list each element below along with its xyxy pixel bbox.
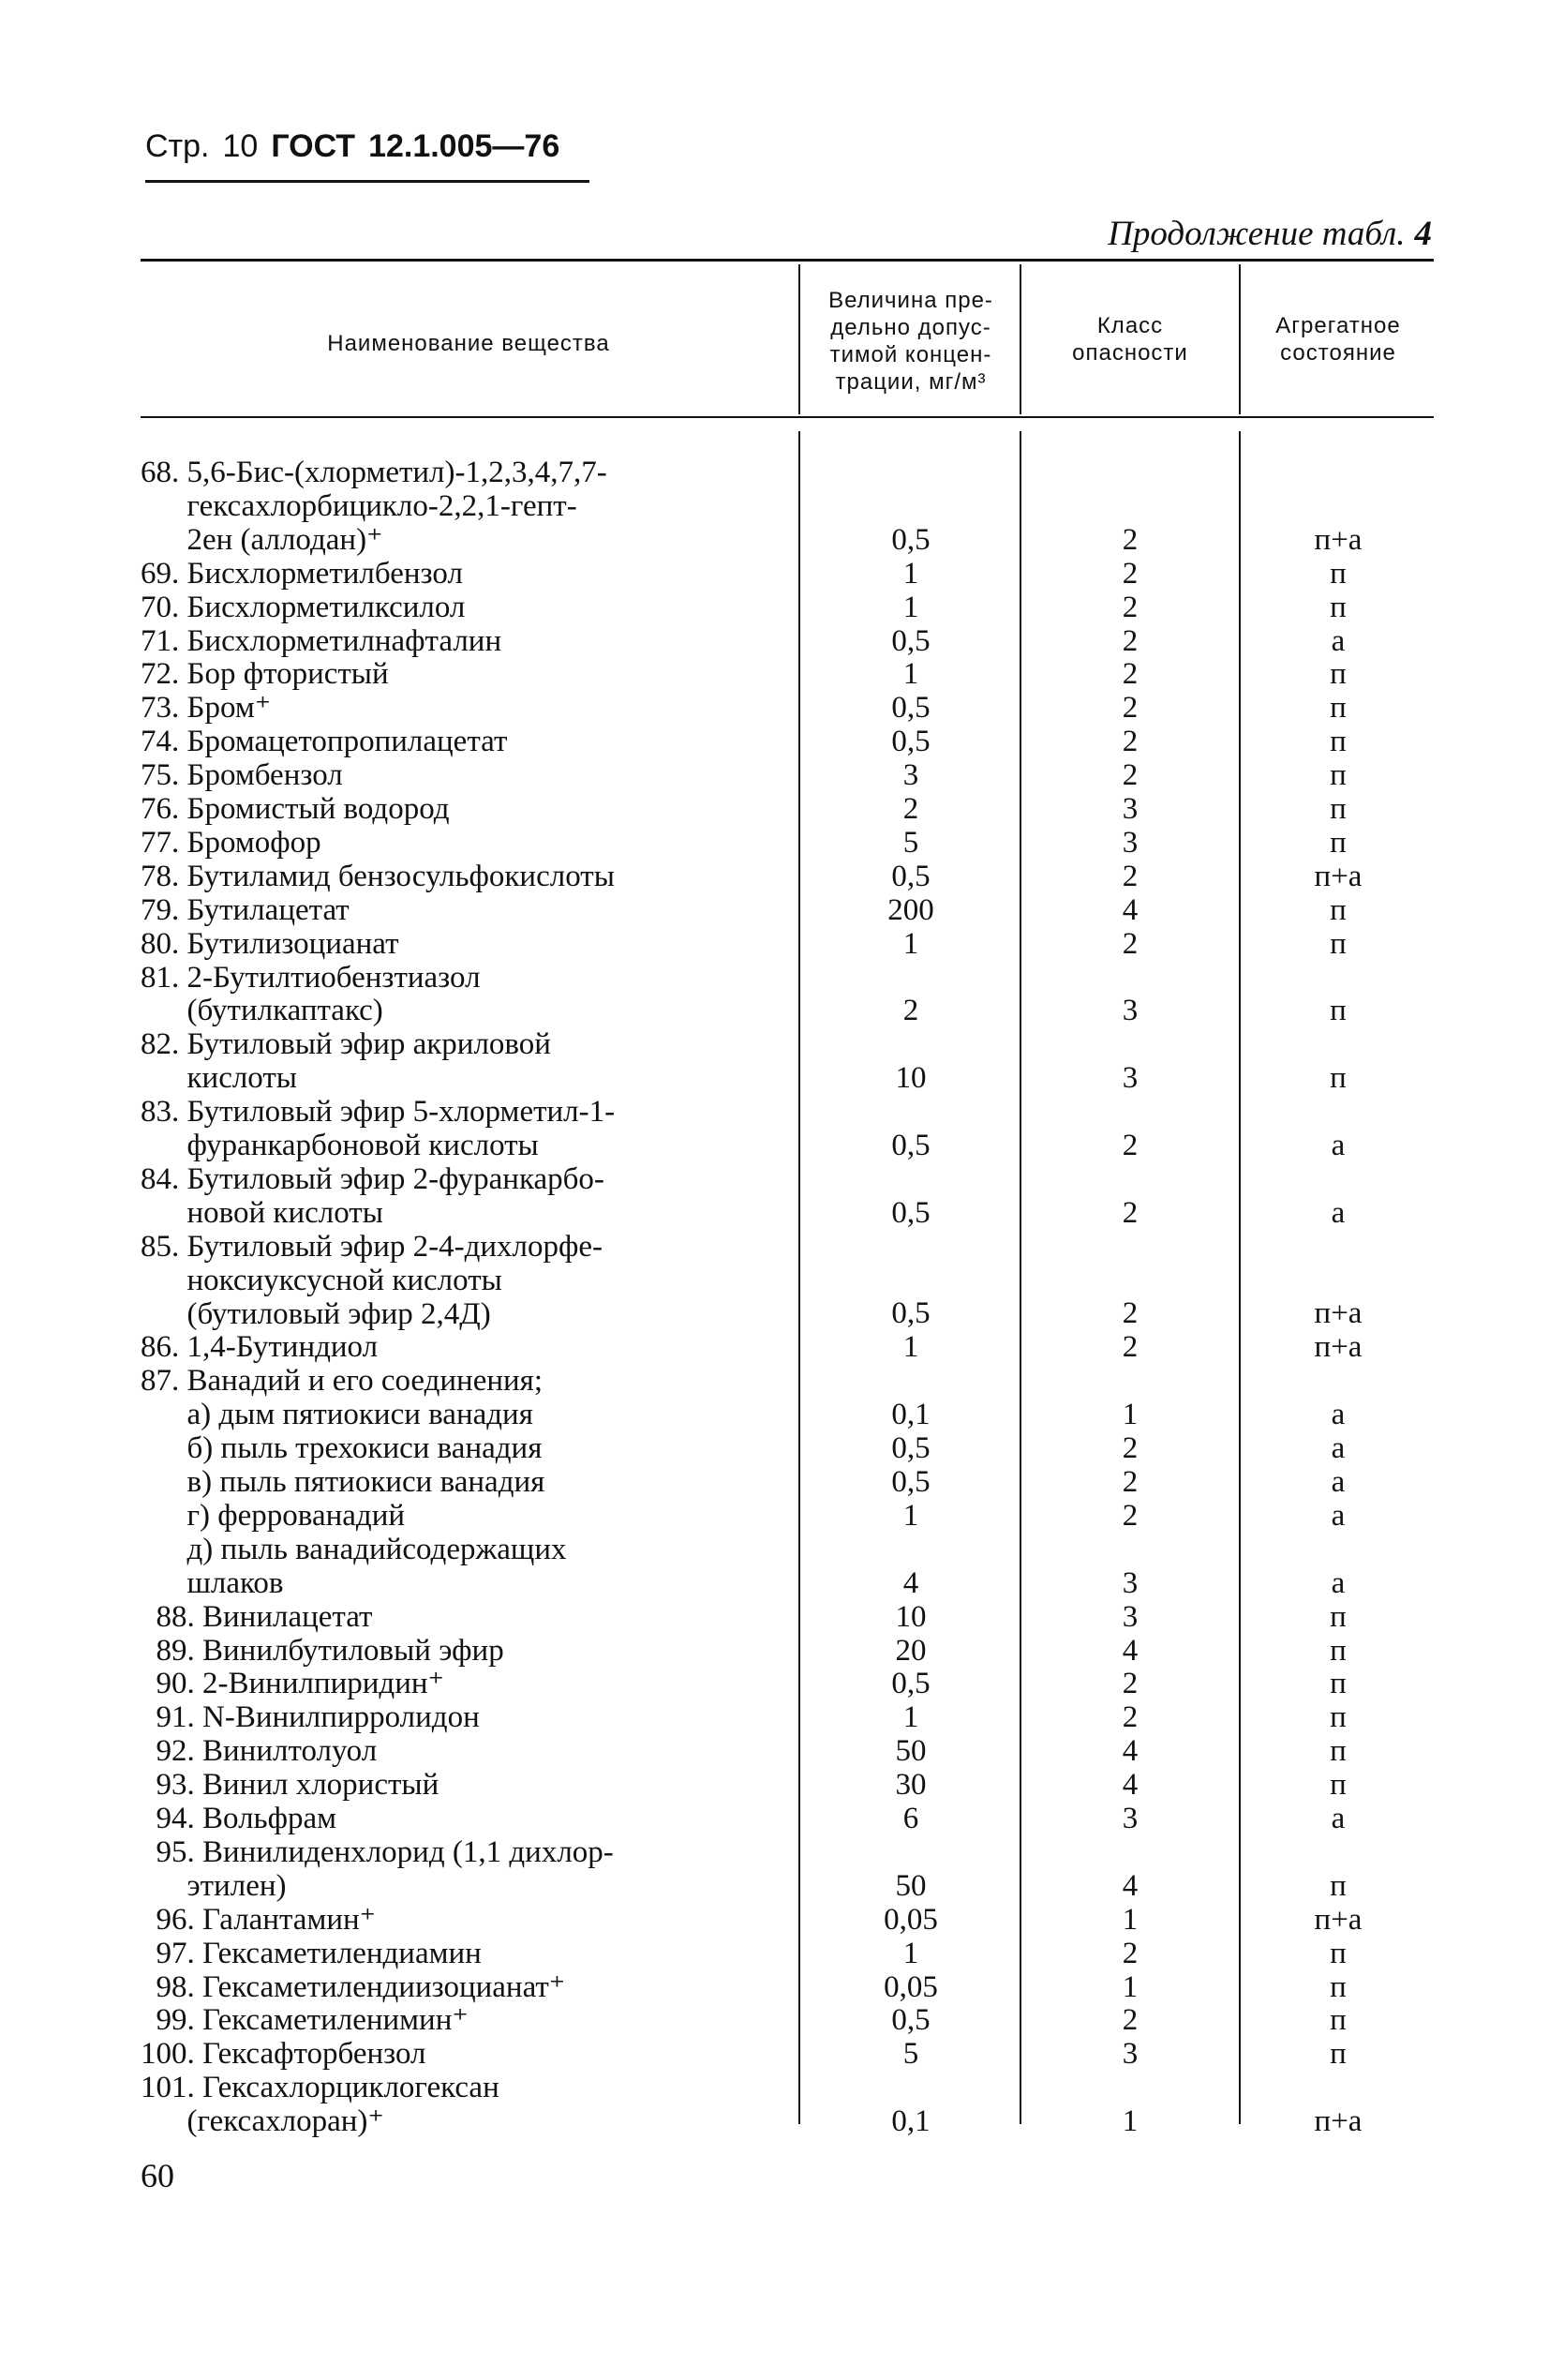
substance-name (141, 928, 797, 962)
substance-name (141, 1500, 797, 1534)
aggregate-state: п (1330, 1700, 1347, 1735)
mpc-value: 1 (902, 1700, 919, 1735)
mpc-value: 1 (902, 1330, 919, 1365)
table-row (0, 1938, 1549, 1971)
substance-name (141, 1735, 797, 1769)
substance-name (141, 625, 797, 659)
mpc-value: 2 (902, 792, 919, 826)
mpc-value: 1 (902, 1498, 919, 1533)
mpc-value: 0,05 (884, 1902, 938, 1937)
hazard-class: 2 (1122, 623, 1139, 658)
mpc-value: 0,1 (891, 1398, 931, 1432)
substance-name-line: (бутиловый эфир 2,4Д) (141, 1296, 491, 1331)
aggregate-state: а (1331, 1398, 1346, 1432)
table-row (0, 625, 1549, 659)
substance-name-line: 83. Бутиловый эфир 5-хлорметил-1- (141, 1095, 616, 1130)
aggregate-state: п (1330, 892, 1347, 927)
mpc-value: 1 (902, 590, 919, 624)
substance-name (141, 1096, 797, 1163)
column-header-line: Величина пре- (828, 288, 993, 313)
aggregate-state: а (1331, 1802, 1346, 1835)
mpc-value: 4 (902, 1565, 919, 1600)
hazard-class: 2 (1122, 556, 1139, 591)
mpc-value: 6 (902, 1802, 919, 1835)
aggregate-state: а (1331, 1498, 1346, 1533)
table-row (0, 1971, 1549, 2005)
hazard-class: 1 (1122, 2104, 1139, 2139)
substance-name (141, 1365, 797, 1399)
table-row (0, 1601, 1549, 1635)
table-row (0, 2038, 1549, 2072)
mpc-value: 5 (902, 825, 919, 860)
substance-name-line: фуранкарбоновой кислоты (141, 1129, 539, 1162)
table-row (0, 1701, 1549, 1735)
hazard-class: 3 (1122, 1061, 1139, 1096)
table-row (0, 1769, 1549, 1803)
table-row (0, 1028, 1549, 1096)
substance-name-line: 69. Бисхлорметилбензол (141, 556, 463, 591)
aggregate-state: п+а (1314, 1296, 1363, 1331)
hazard-class: 2 (1122, 725, 1139, 759)
aggregate-state: а (1331, 623, 1346, 658)
hazard-class: 4 (1122, 892, 1139, 927)
substance-name (141, 457, 797, 558)
substance-name-line: 90. 2-Винилпиридин⁺ (141, 1667, 444, 1701)
aggregate-state: п (1330, 556, 1347, 591)
table-number: 4 (1414, 215, 1432, 253)
substance-name-line: новой кислоты (141, 1195, 383, 1230)
aggregate-state: а (1331, 1465, 1346, 1499)
aggregate-state: п (1330, 2003, 1347, 2038)
column-header-line: дельно допус- (830, 315, 991, 340)
substance-name-line: 88. Винилацетат (141, 1599, 373, 1634)
hazard-class: 4 (1122, 1633, 1139, 1668)
substance-name-line: 75. Бромбензол (141, 758, 343, 793)
substance-name-line: (гексахлоран)⁺ (141, 2104, 384, 2139)
substance-name (141, 1701, 797, 1735)
table-row (0, 2004, 1549, 2038)
column-header-line: Класс (1096, 313, 1164, 338)
substance-name-line: а) дым пятиокиси ванадия (141, 1398, 533, 1432)
aggregate-state: п (1330, 1936, 1347, 1970)
substance-name (141, 793, 797, 827)
mpc-value: 5 (902, 2037, 919, 2072)
aggregate-state: п (1330, 1734, 1347, 1769)
aggregate-state: а (1331, 1195, 1346, 1230)
substance-name (141, 894, 797, 928)
mpc-value: 0,5 (891, 522, 931, 557)
substance-name-line: 93. Винил хлористый (141, 1768, 439, 1803)
aggregate-state: п (1330, 994, 1347, 1028)
table-row (0, 1399, 1549, 1432)
mpc-value: 3 (902, 758, 919, 793)
hazard-class: 2 (1122, 1330, 1139, 1365)
aggregate-state: п (1330, 825, 1347, 860)
table-row (0, 827, 1549, 861)
aggregate-state: п (1330, 1768, 1347, 1803)
hazard-class: 2 (1122, 1431, 1139, 1466)
substance-name-line: шлаков (141, 1565, 284, 1600)
substance-name-line: ноксиуксусной кислоты (141, 1263, 502, 1297)
aggregate-state: а (1331, 1128, 1346, 1162)
hazard-class: 2 (1122, 1700, 1139, 1735)
substance-name (141, 1803, 797, 1836)
substance-name-line: 84. Бутиловый эфир 2-фуранкарбо- (141, 1161, 604, 1196)
table-row (0, 658, 1549, 692)
standard-code: 12.1.005—76 (368, 128, 560, 164)
substance-name-line: (бутилкаптакс) (141, 994, 383, 1028)
table-row (0, 861, 1549, 894)
substance-name (141, 2072, 797, 2139)
substance-name (141, 1601, 797, 1635)
substance-name (141, 1466, 797, 1500)
substance-name (141, 1331, 797, 1365)
table-row (0, 1735, 1549, 1769)
table-row (0, 1803, 1549, 1836)
substance-name-line: 79. Бутилацетат (141, 892, 350, 927)
table-row (0, 1635, 1549, 1669)
mpc-value: 0,5 (891, 1195, 931, 1230)
table-row (0, 1231, 1549, 1332)
substance-name (141, 1836, 797, 1904)
substance-name-line: этилен) (141, 1868, 287, 1903)
mpc-value: 20 (895, 1633, 927, 1668)
substance-name-line: кислоты (141, 1061, 297, 1096)
substance-name-line: 87. Ванадий и его соединения; (141, 1364, 544, 1399)
aggregate-state: п (1330, 792, 1347, 826)
aggregate-state: п+а (1314, 859, 1363, 893)
substance-name-line: 71. Бисхлорметилнафталин (141, 623, 502, 658)
mpc-value: 0,05 (884, 1969, 938, 2004)
aggregate-state: п+а (1314, 1330, 1363, 1365)
aggregate-state: а (1331, 1431, 1346, 1466)
column-header-name: Наименование вещества (327, 331, 610, 356)
hazard-class: 2 (1122, 1465, 1139, 1499)
substance-name-line: 86. 1,4-Бутиндиол (141, 1330, 379, 1365)
substance-name-line: 98. Гексаметилендиизоцианат⁺ (141, 1969, 566, 2004)
table-row (0, 692, 1549, 726)
hazard-class: 2 (1122, 1128, 1139, 1162)
standard-label: ГОСТ (271, 128, 356, 164)
hazard-class: 3 (1122, 994, 1139, 1028)
substance-name (141, 726, 797, 759)
table-row (0, 962, 1549, 1029)
hazard-class: 2 (1122, 1667, 1139, 1701)
mpc-value: 1 (902, 556, 919, 591)
substance-name (141, 759, 797, 793)
substance-name (141, 861, 797, 894)
table-continuation (1108, 214, 1432, 255)
aggregate-state: п (1330, 691, 1347, 726)
column-header-state (1243, 312, 1434, 367)
table-row (0, 1500, 1549, 1534)
substance-name (141, 1028, 797, 1096)
mpc-value: 1 (902, 926, 919, 961)
substance-name-line: 82. Бутиловый эфир акриловой (141, 1027, 551, 1062)
table-row (0, 1365, 1549, 1399)
substance-name-line: г) феррованадий (141, 1498, 406, 1533)
mpc-value: 0,5 (891, 1465, 931, 1499)
substance-name (141, 1432, 797, 1466)
substance-name-line: б) пыль трехокиси ванадия (141, 1431, 543, 1466)
hazard-class: 2 (1122, 1498, 1139, 1533)
aggregate-state: п (1330, 725, 1347, 759)
mpc-value: 2 (902, 994, 919, 1028)
substance-name-line: 100. Гексафторбензол (141, 2037, 426, 2072)
column-header-line: состояние (1280, 340, 1396, 366)
hazard-class: 2 (1122, 1936, 1139, 1970)
hazard-class: 2 (1122, 590, 1139, 624)
hazard-class: 2 (1122, 691, 1139, 726)
header-divider (798, 264, 800, 414)
substance-name (141, 1399, 797, 1432)
substance-name (141, 962, 797, 1029)
aggregate-state: п (1330, 1633, 1347, 1668)
substance-name (141, 1769, 797, 1803)
table-row (0, 1668, 1549, 1701)
mpc-value: 1 (902, 657, 919, 692)
continuation-text: Продолжение табл. (1108, 215, 1406, 253)
substance-name-line: 73. Бром⁺ (141, 691, 272, 726)
hazard-class: 3 (1122, 792, 1139, 826)
substance-name-line: д) пыль ванадийсодержащих (141, 1532, 567, 1566)
hazard-class: 3 (1122, 825, 1139, 860)
substance-name-line: 72. Бор фтористый (141, 657, 389, 692)
substance-name (141, 591, 797, 625)
mpc-value: 0,5 (891, 1296, 931, 1331)
aggregate-state: п (1330, 1868, 1347, 1903)
aggregate-state: п (1330, 926, 1347, 961)
substance-name-line: 101. Гексахлорциклогексан (141, 2071, 499, 2105)
substance-name (141, 2038, 797, 2072)
substance-name-line: 89. Винилбутиловый эфир (141, 1633, 504, 1668)
hazard-class: 4 (1122, 1868, 1139, 1903)
substance-name-line: 92. Винилтолуол (141, 1734, 378, 1769)
hazard-class: 3 (1122, 1565, 1139, 1600)
substance-name (141, 827, 797, 861)
substance-name-line: 85. Бутиловый эфир 2-4-дихлорфе- (141, 1229, 603, 1264)
substance-name (141, 1635, 797, 1669)
aggregate-state: п (1330, 2037, 1347, 2072)
substance-name (141, 558, 797, 591)
mpc-value: 0,5 (891, 1667, 931, 1701)
substance-name-line: 74. Бромацетопропилацетат (141, 725, 508, 759)
substance-name-line: 77. Бромофор (141, 825, 321, 860)
table-row (0, 726, 1549, 759)
table-row (0, 558, 1549, 591)
substance-name (141, 1534, 797, 1601)
column-header-line: тимой концен- (829, 342, 992, 367)
aggregate-state: п (1330, 1599, 1347, 1634)
substance-name-line: гексахлорбицикло-2,2,1-гепт- (141, 488, 577, 523)
substance-name-line: 99. Гексаметиленимин⁺ (141, 2003, 469, 2038)
substance-name-line: 80. Бутилизоцианат (141, 926, 399, 961)
aggregate-state: п+а (1314, 2104, 1363, 2139)
substance-name (141, 1904, 797, 1938)
table-row (0, 1096, 1549, 1163)
table-header-rule (141, 416, 1434, 418)
page-number: 60 (141, 2157, 174, 2194)
mpc-value: 30 (895, 1768, 927, 1803)
substance-name (141, 1163, 797, 1231)
hazard-class: 2 (1122, 758, 1139, 793)
substance-name-line: 2ен (аллодан)⁺ (141, 522, 383, 557)
hazard-class: 3 (1122, 1599, 1139, 1634)
table-row (0, 793, 1549, 827)
column-header-line: трации, мг/м³ (835, 369, 987, 395)
table-row (0, 759, 1549, 793)
table-row (0, 1331, 1549, 1365)
mpc-value: 10 (895, 1599, 927, 1634)
substance-name-line: 96. Галантамин⁺ (141, 1902, 377, 1937)
header-rule (145, 180, 589, 183)
table-row (0, 928, 1549, 962)
substance-name-line: 68. 5,6-Бис-(хлорметил)-1,2,3,4,7,7- (141, 456, 607, 489)
mpc-value: 0,1 (891, 2104, 931, 2139)
mpc-value: 50 (895, 1868, 927, 1903)
aggregate-state: п (1330, 758, 1347, 793)
hazard-class: 3 (1122, 1802, 1139, 1835)
page-number-top: 10 (222, 128, 259, 164)
substance-name-line: 95. Винилиденхлорид (1,1 дихлор- (141, 1834, 614, 1869)
column-header-mpc (802, 287, 1020, 396)
mpc-value: 1 (902, 1936, 919, 1970)
substance-name-line: 78. Бутиламид бензосульфокислоты (141, 859, 615, 893)
header-divider (1239, 264, 1241, 414)
table-row (0, 1904, 1549, 1938)
substance-name-line: 94. Вольфрам (141, 1802, 337, 1835)
hazard-class: 2 (1122, 926, 1139, 961)
substance-name (141, 2004, 797, 2038)
hazard-class: 1 (1122, 1902, 1139, 1937)
table-row (0, 2072, 1549, 2139)
aggregate-state: п (1330, 1061, 1347, 1096)
table-row (0, 457, 1549, 558)
aggregate-state: п (1330, 657, 1347, 692)
substance-name (141, 1938, 797, 1971)
table-row (0, 1466, 1549, 1500)
hazard-class: 1 (1122, 1398, 1139, 1432)
hazard-class: 4 (1122, 1768, 1139, 1803)
hazard-class: 1 (1122, 1969, 1139, 2004)
mpc-value: 0,5 (891, 725, 931, 759)
substance-name (141, 1231, 797, 1332)
mpc-value: 0,5 (891, 623, 931, 658)
mpc-value: 50 (895, 1734, 927, 1769)
mpc-value: 0,5 (891, 2003, 931, 2038)
mpc-value: 0,5 (891, 1128, 931, 1162)
mpc-value: 0,5 (891, 859, 931, 893)
page-prefix: Стр. (145, 128, 210, 164)
substance-name-line: 76. Бромистый водород (141, 792, 450, 826)
aggregate-state: п+а (1314, 1902, 1363, 1937)
aggregate-state: п (1330, 1667, 1347, 1701)
table-row (0, 1163, 1549, 1231)
hazard-class: 2 (1122, 859, 1139, 893)
hazard-class: 3 (1122, 2037, 1139, 2072)
aggregate-state: п (1330, 590, 1347, 624)
aggregate-state: а (1331, 1565, 1346, 1600)
table-row (0, 1432, 1549, 1466)
substance-name-line: 70. Бисхлорметилксилол (141, 590, 466, 624)
aggregate-state: п+а (1314, 522, 1363, 557)
hazard-class: 2 (1122, 657, 1139, 692)
hazard-class: 2 (1122, 1296, 1139, 1331)
hazard-class: 2 (1122, 2003, 1139, 2038)
hazard-class: 2 (1122, 522, 1139, 557)
mpc-value: 10 (895, 1061, 927, 1096)
substance-name (141, 658, 797, 692)
column-header-line: Агрегатное (1275, 313, 1401, 338)
header-divider (1020, 264, 1021, 414)
substance-name-line: 91. N-Винилпирролидон (141, 1700, 480, 1735)
substance-name-line: 97. Гексаметилендиамин (141, 1936, 482, 1970)
mpc-value: 0,5 (891, 691, 931, 726)
table-row (0, 1534, 1549, 1601)
table-row (0, 591, 1549, 625)
page-header (145, 127, 586, 165)
mpc-value: 200 (887, 892, 934, 927)
column-header-class (1023, 312, 1237, 367)
substance-name (141, 692, 797, 726)
substance-name (141, 1971, 797, 2005)
table-row (0, 894, 1549, 928)
hazard-class: 2 (1122, 1195, 1139, 1230)
substance-name-line: в) пыль пятиокиси ванадия (141, 1465, 545, 1499)
table-top-rule (141, 259, 1434, 262)
column-header-line: опасности (1072, 340, 1188, 366)
hazard-class: 4 (1122, 1734, 1139, 1769)
substance-name (141, 1668, 797, 1701)
mpc-value: 0,5 (891, 1431, 931, 1466)
aggregate-state: п (1330, 1969, 1347, 2004)
substance-name-line: 81. 2-Бутилтиобензтиазол (141, 960, 481, 995)
table-row (0, 1836, 1549, 1904)
